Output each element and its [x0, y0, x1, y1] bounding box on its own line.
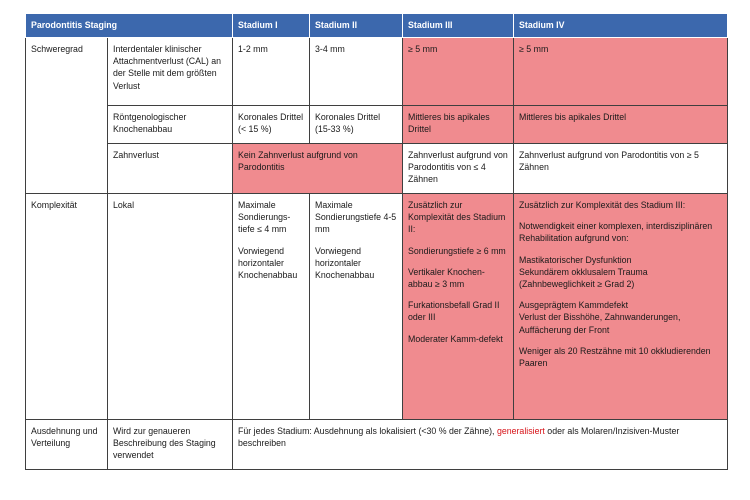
tooth-loss-label: Zahnverlust: [108, 144, 233, 194]
cal-label: Interdentaler klinischer Attachmentverlust (CAL) an der Stelle mit dem größten Verlust: [108, 38, 233, 106]
extent-label: Ausdehnung und Verteilung: [26, 420, 108, 470]
complexity-s1-depth: Maximale Sondierungs-tiefe ≤ 4 mm: [238, 200, 291, 235]
extent-text-a: Für jedes Stadium: Ausdehnung als lokalisiert (<30 % der Zähne),: [238, 426, 497, 436]
complexity-stage-1: [233, 194, 310, 420]
bone-stage-4: Mittleres bis apikales Drittel: [514, 106, 728, 144]
bone-stage-1: Koronales Drittel (< 15 %): [233, 106, 310, 144]
tooth-loss-stage-1-2: Kein Zahnverlust aufgrund von Parodontitis: [233, 144, 403, 194]
complexity-s3-intro: Zusätzlich zur Komplexität des Stadium II:: [408, 200, 506, 235]
cal-stage-3: ≥ 5 mm: [403, 38, 514, 106]
staging-table: [25, 13, 728, 470]
complexity-s3-furcation: Furkationsbefall Grad II oder III: [408, 300, 500, 323]
complexity-stage-3: [403, 194, 514, 420]
extent-text-b: oder als Molaren/Inzisiven-Muster beschreiben: [238, 426, 680, 449]
header-stage-2: Stadium II: [310, 14, 403, 38]
bone-label: Röntgenologischer Knochenabbau: [108, 106, 233, 144]
header-stage-1: Stadium I: [233, 14, 310, 38]
extent-highlight: generalisiert: [496, 426, 545, 436]
bone-stage-2: Koronales Drittel (15-33 %): [310, 106, 403, 144]
extent-sub: Wird zur genaueren Beschreibung des Staging verwendet: [108, 420, 233, 470]
complexity-s4-trauma: Sekundärem okklusalem Trauma (Zahnbeweglichkeit ≥ Grad 2): [519, 266, 648, 290]
row-tooth-loss: [26, 144, 728, 194]
header-title: Parodontitis Staging: [26, 14, 233, 38]
complexity-s3-ridge: Moderater Kamm-defekt: [408, 333, 503, 344]
bone-stage-3: Mittleres bis apikales Drittel: [403, 106, 514, 144]
cal-stage-2: 3-4 mm: [310, 38, 403, 106]
complexity-s4-intro: Zusätzlich zur Komplexität des Stadium III:: [519, 200, 686, 210]
header-stage-4: Stadium IV: [514, 14, 728, 38]
tooth-loss-stage-3: Zahnverlust aufgrund von Parodontitis von ≤ 4 Zähnen: [403, 144, 514, 194]
complexity-stage-4: [514, 194, 728, 420]
complexity-s3-vertical: Vertikaler Knochen-abbau ≥ 3 mm: [408, 266, 485, 290]
complexity-label: Komplexität: [26, 194, 108, 420]
header-stage-3: Stadium III: [403, 14, 514, 38]
cal-stage-4: ≥ 5 mm: [514, 38, 728, 106]
complexity-s4-ridge-defect: Ausgeprägtem Kammdefekt: [519, 300, 629, 311]
complexity-s3-depth: Sondierungstiefe ≥ 6 mm: [408, 245, 506, 256]
extent-description: [233, 420, 728, 470]
row-complexity: [26, 194, 728, 420]
header-row: [26, 14, 728, 38]
complexity-s4-bite-loss: Verlust der Bisshöhe, Zahnwanderungen, Auffächerung der Front: [519, 312, 681, 335]
complexity-s4-rehab: Notwendigkeit einer komplexen, interdisziplinären Rehabilitation aufgrund von:: [519, 221, 713, 244]
row-cal: [26, 38, 728, 106]
complexity-stage-2: [310, 194, 403, 420]
complexity-s2-bone: Vorwiegend horizontaler Knochenabbau: [315, 245, 375, 281]
tooth-loss-stage-4: Zahnverlust aufgrund von Parodontitis von ≥ 5 Zähnen: [514, 144, 728, 194]
staging-table-container: [25, 13, 728, 470]
cal-stage-1: 1-2 mm: [233, 38, 310, 106]
complexity-s4-dysfunction: Mastikatorischer Dysfunktion: [519, 254, 632, 265]
complexity-s4-remaining-teeth: Weniger als 20 Restzähne mit 10 okkludierenden Paaren: [519, 345, 711, 369]
row-bone: [26, 106, 728, 144]
schweregrad-label: Schweregrad: [26, 38, 108, 194]
complexity-s1-bone: Vorwiegend horizontaler Knochenabbau: [238, 245, 298, 281]
complexity-sub: Lokal: [108, 194, 233, 420]
complexity-s2-depth: Maximale Sondierungstiefe 4-5 mm: [315, 200, 397, 235]
row-extent: [26, 420, 728, 470]
